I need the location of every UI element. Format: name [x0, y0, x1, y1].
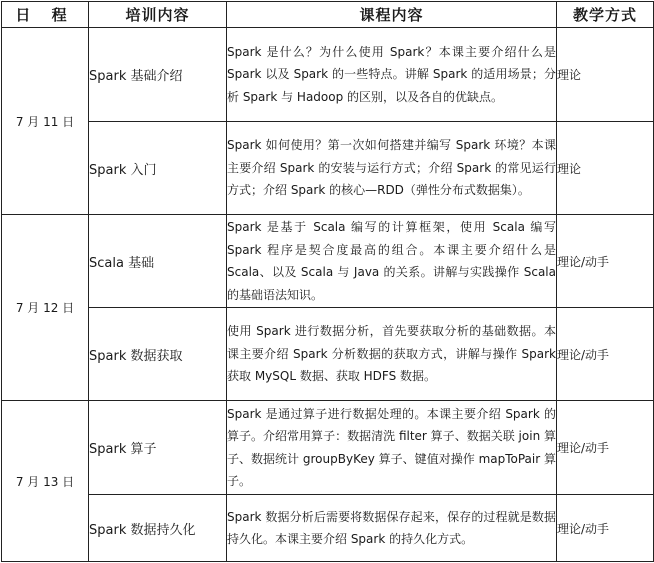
content-cell: [227, 215, 557, 308]
topic-cell: Spark 算子: [89, 401, 227, 495]
table-row: [2, 28, 654, 122]
table-row: [2, 215, 654, 308]
content-cell: [227, 308, 557, 401]
topic-cell: Spark 数据持久化: [89, 495, 227, 562]
method-cell: 理论/动手: [557, 308, 654, 401]
content-cell: [227, 28, 557, 122]
method-cell: 理论/动手: [557, 401, 654, 495]
training-schedule-table: [1, 1, 654, 562]
header-date: 日 程: [2, 2, 89, 28]
method-cell: 理论/动手: [557, 215, 654, 308]
topic-cell: Spark 基础介绍: [89, 28, 227, 122]
content-text: Spark 是通过算子进行数据处理的。本课主要介绍 Spark 的算子。介绍常用算子：数据清洗 filter 算子、数据关联 join 算子、数据统计 groupByKey 算子、键值对操作 mapToPair 算子。: [227, 406, 556, 488]
content-text: 使用 Spark 进行数据分析，首先要获取分析的基础数据。本课主要介绍 Spark 分析数据的获取方式，讲解与操作 Spark 获取 MySQL 数据、获取 HDFS 数据。: [227, 324, 556, 384]
content-text: Spark 如何使用？第一次如何搭建并编写 Spark 环境？本课主要介绍 Spark 的安装与运行方式；介绍 Spark 的常见运行方式；介绍 Spark 的核心—RDD（弹性分布式数据集）。: [227, 138, 556, 198]
date-cell: 7 月 13 日: [2, 401, 89, 562]
table-row: [2, 308, 654, 401]
content-text: Spark 数据分析后需要将数据保存起来，保存的过程就是数据持久化。本课主要介绍 Spark 的持久化方式。: [227, 509, 556, 546]
method-cell: 理论: [557, 28, 654, 122]
date-cell: 7 月 11 日: [2, 28, 89, 215]
table-row: [2, 401, 654, 495]
table-header-row: [2, 2, 654, 28]
content-cell: [227, 495, 557, 562]
content-cell: [227, 401, 557, 495]
content-text: Spark 是基于 Scala 编写的计算框架，使用 Scala 编写 Spark 程序是契合度最高的组合。本课主要介绍什么是 Scala、以及 Scala 与 Java 的关系。讲解与实践操作 Scala 的基础语法知识。: [227, 220, 556, 302]
method-cell: 理论/动手: [557, 495, 654, 562]
content-cell: [227, 122, 557, 215]
topic-cell: Spark 入门: [89, 122, 227, 215]
date-cell: 7 月 12 日: [2, 215, 89, 401]
table-row: [2, 495, 654, 562]
header-topic: 培训内容: [89, 2, 227, 28]
header-method: 教学方式: [557, 2, 654, 28]
topic-cell: Scala 基础: [89, 215, 227, 308]
content-text: Spark 是什么？为什么使用 Spark？本课主要介绍什么是 Spark 以及 Spark 的一些特点。讲解 Spark 的适用场景；分析 Spark 与 Hadoop 的区别，以及各自的优缺点。: [227, 44, 556, 104]
method-cell: 理论: [557, 122, 654, 215]
header-content: 课程内容: [227, 2, 557, 28]
topic-cell: Spark 数据获取: [89, 308, 227, 401]
table-row: [2, 122, 654, 215]
